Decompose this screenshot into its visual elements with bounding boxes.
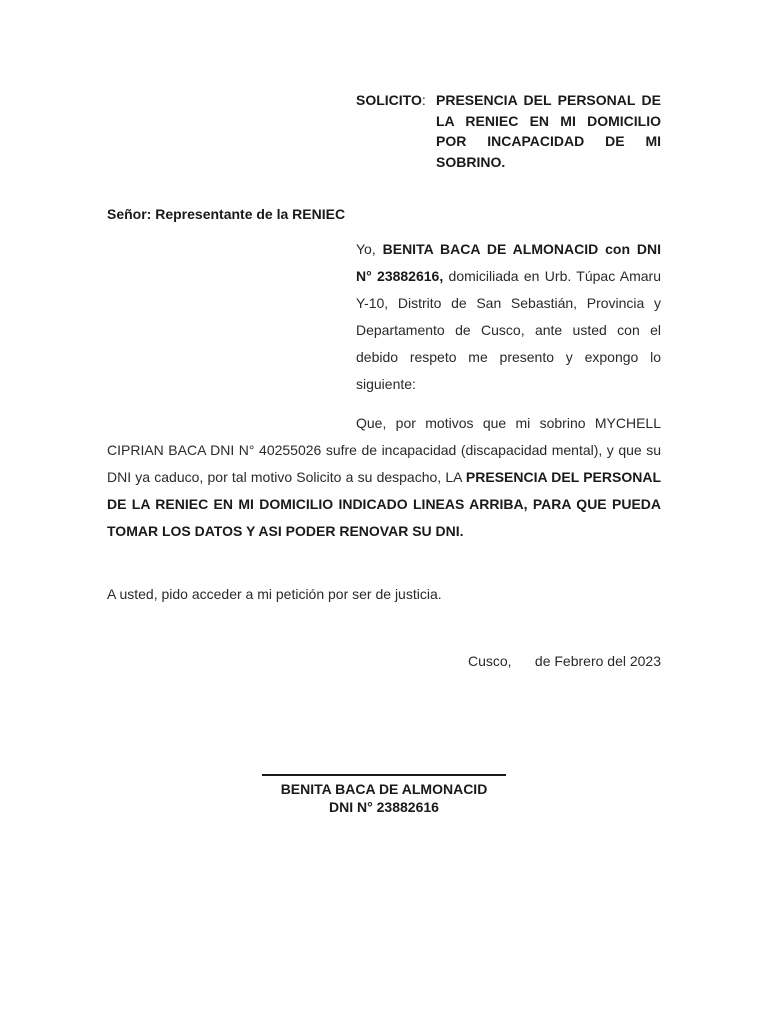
greeting: Señor: Representante de la RENIEC bbox=[107, 206, 346, 222]
main-bold-text: PRESENCIA DEL PERSONAL DE LA RENIEC EN MI DOMICILIO INDICADO LINEAS ARRIBA, PARA QUE PUEDA TOMAR LOS DATOS Y ASI PODER RENOVAR SU DNI. bbox=[107, 469, 661, 539]
place-city: Cusco, bbox=[467, 653, 512, 669]
solicito-text: PRESENCIA DEL PERSONAL DE LA RENIEC EN MI DOMICILIO POR INCAPACIDAD DE MI SOBRINO. bbox=[436, 92, 661, 170]
intro-name-dni: BENITA BACA DE ALMONACID con DNI N° 23882616, bbox=[356, 241, 661, 284]
intro-rest: domiciliada en Urb. Túpac Amaru Y-10, Distrito de San Sebastián, Provincia y Departamento de Cusco, ante usted con el debido respeto me presento y expongo lo siguiente: bbox=[356, 268, 662, 392]
signature-dni: DNI N° 23882616 bbox=[329, 799, 439, 815]
main-paragraph bbox=[107, 410, 661, 545]
place-date bbox=[468, 653, 661, 669]
intro-yo: Yo, bbox=[356, 241, 383, 257]
solicito-block bbox=[356, 90, 661, 172]
signature-line bbox=[262, 774, 506, 776]
closing-line: A usted, pido acceder a mi petición por ser de justicia. bbox=[107, 586, 442, 602]
intro-paragraph bbox=[356, 236, 661, 398]
date-text: de Febrero del 2023 bbox=[534, 653, 661, 669]
main-normal-text: Que, por motivos que mi sobrino MYCHELL CIPRIAN BACA DNI N° 40255026 sufre de incapacidad (discapacidad mental), y que su DNI ya caduco, por tal motivo Solicito a su despacho, LA bbox=[107, 415, 661, 485]
signature-name: BENITA BACA DE ALMONACID bbox=[280, 781, 488, 797]
signature-block bbox=[250, 764, 518, 816]
solicito-label: SOLICITO: bbox=[356, 92, 426, 108]
